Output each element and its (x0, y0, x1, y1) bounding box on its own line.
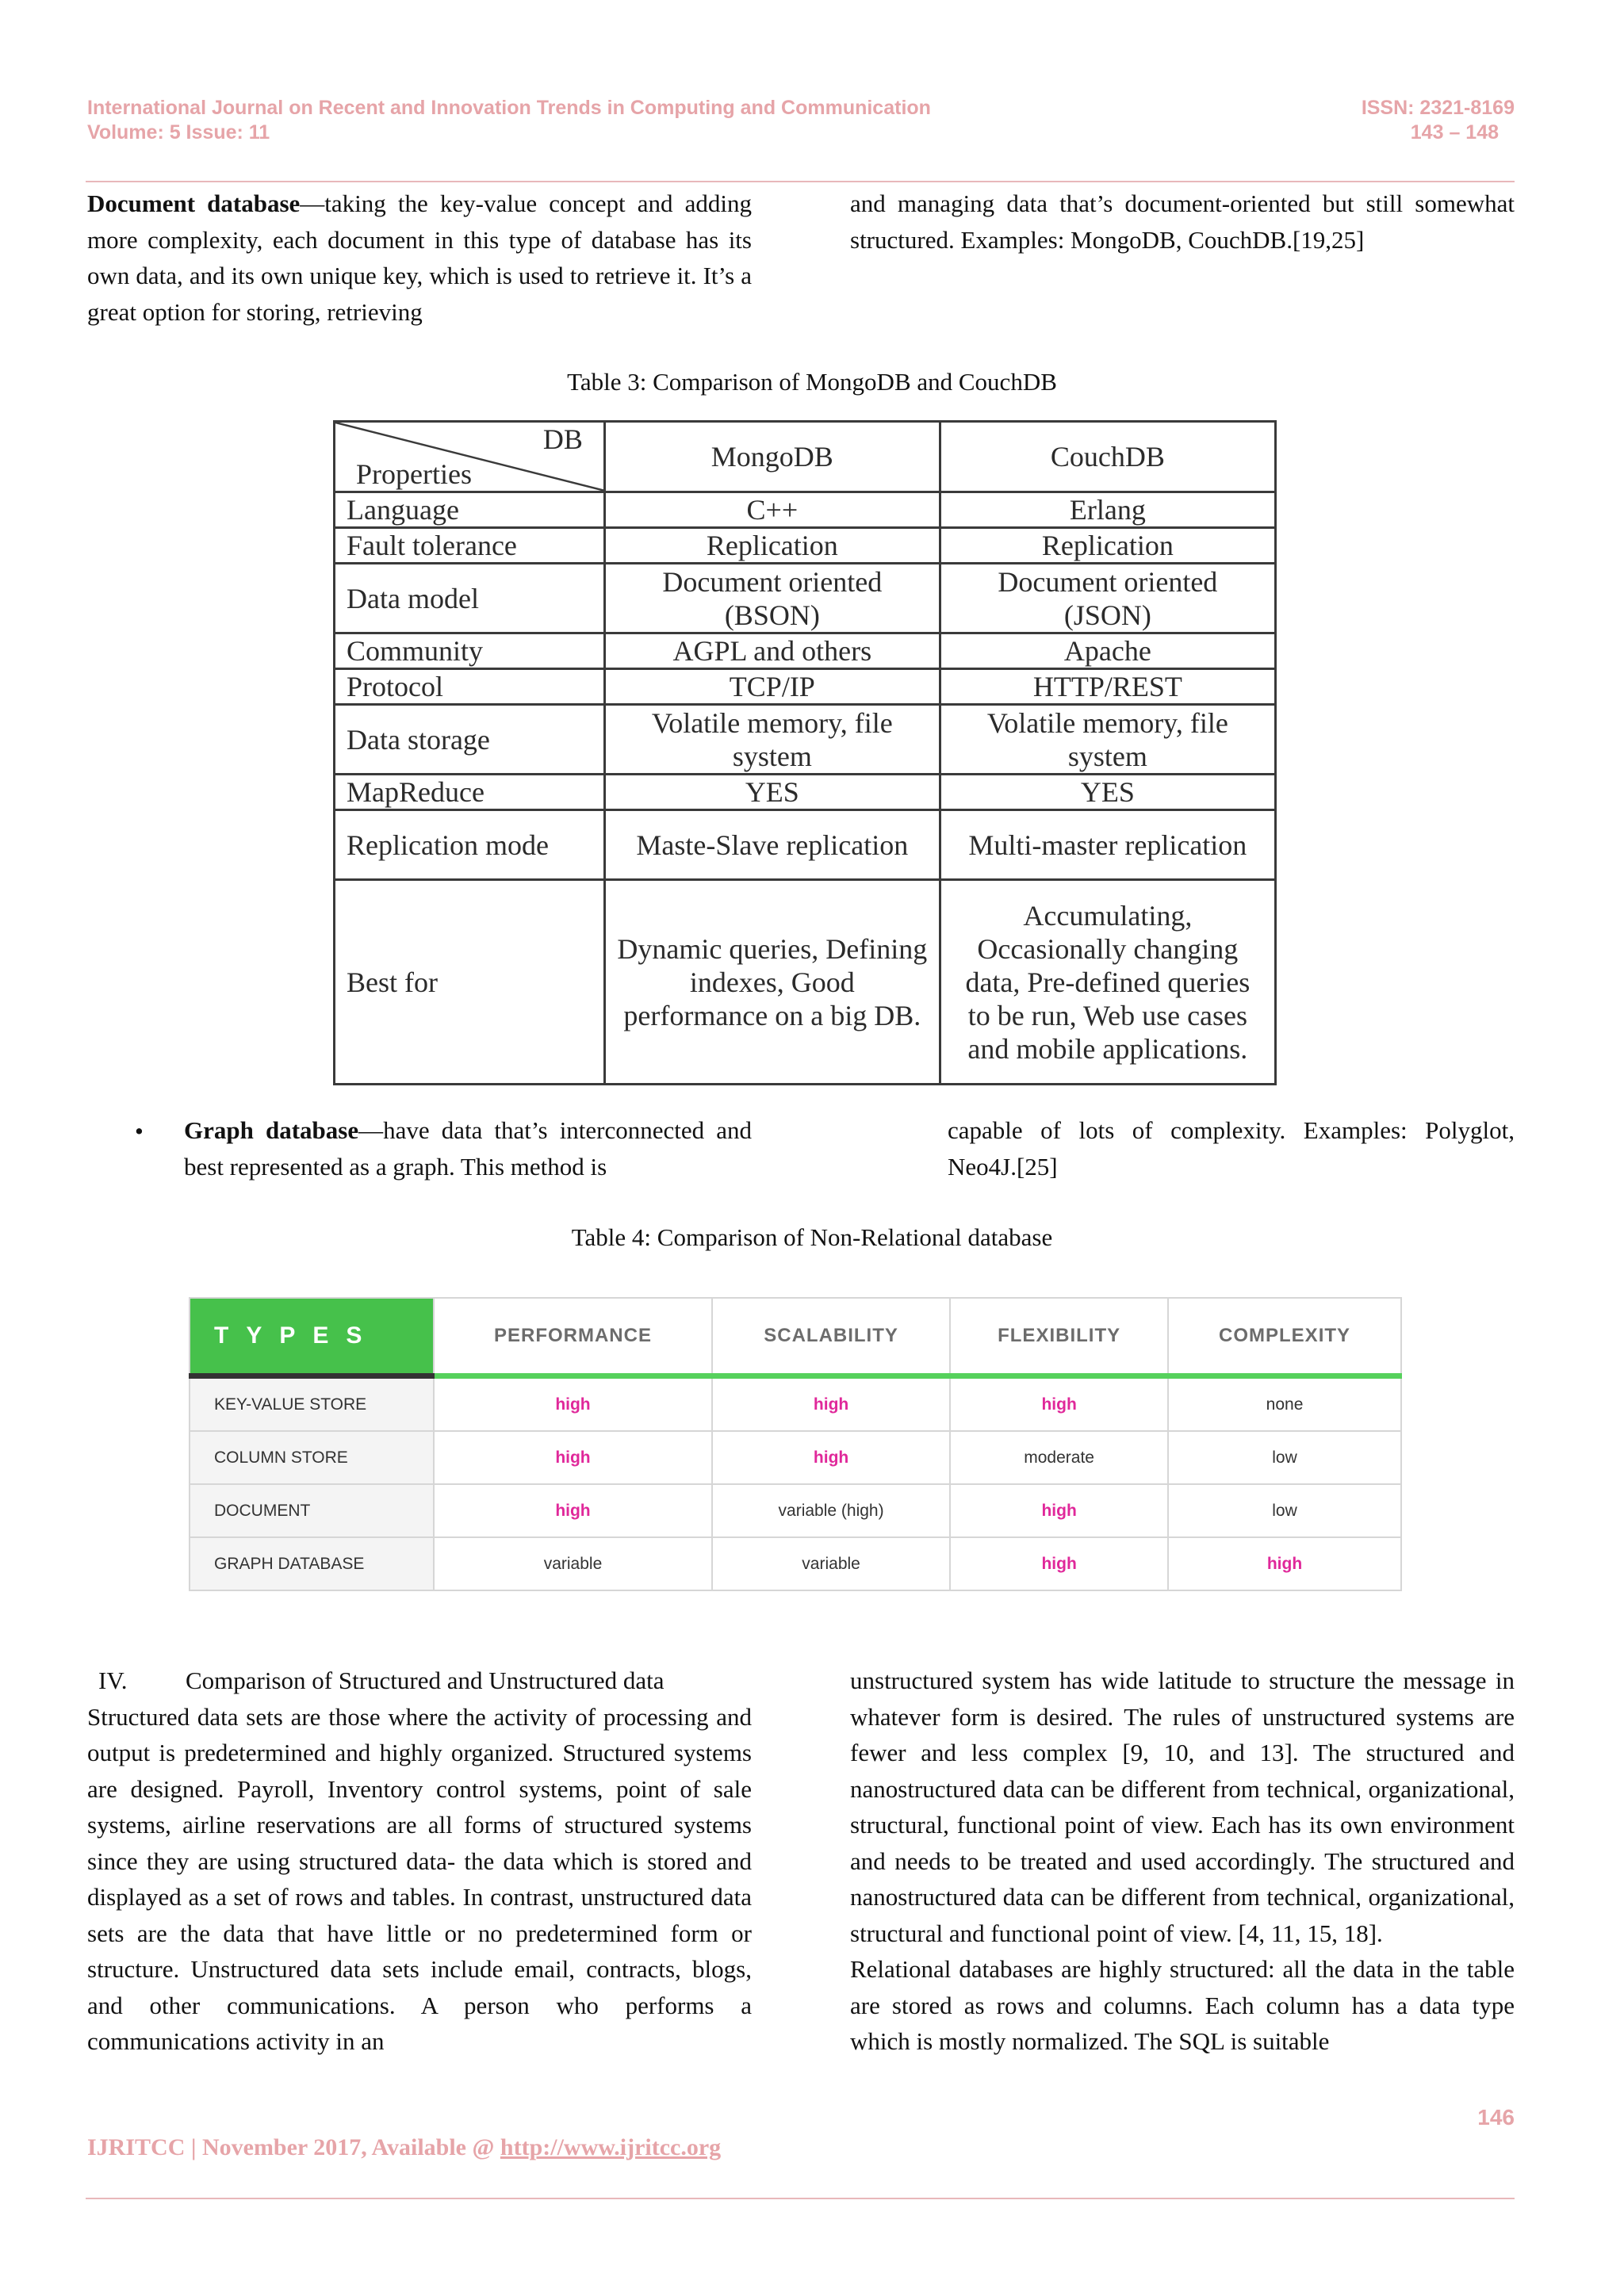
journal-title: International Journal on Recent and Innovation Trends in Computing and Communication (87, 97, 931, 119)
graph-db-text-left: —have data that’s interconnected and best represented as a graph. This method is (184, 1116, 753, 1181)
row-performance: variable (434, 1537, 712, 1590)
page-footer (87, 2134, 721, 2161)
row-property: Best for (335, 880, 605, 1085)
graph-db-text-right: capable of lots of complexity. Examples: Polyglot, Neo4J.[25] (948, 1116, 1515, 1181)
table4-header-types: TYPES (190, 1298, 434, 1376)
corner-properties-label: Properties (356, 458, 472, 490)
row-mongodb-value: YES (604, 775, 940, 810)
section4-left-column (87, 1663, 752, 2060)
table-row (190, 1537, 1401, 1590)
row-type: KEY-VALUE STORE (190, 1376, 434, 1432)
table3-corner-cell (335, 422, 605, 492)
table-row (190, 1484, 1401, 1537)
table-row (190, 1376, 1401, 1432)
table-row (335, 492, 1276, 528)
graph-db-left-column (184, 1112, 752, 1184)
row-performance: high (434, 1484, 712, 1537)
table3-caption: Table 3: Comparison of MongoDB and CouchDB (567, 368, 1057, 396)
doc-db-text-right: and managing data that’s document-oriented but still somewhat structured. Examples: MongoDB, CouchDB.[19,25] (850, 189, 1515, 254)
section4-text-right-2: Relational databases are highly structured: all the data in the table are stored as rows and columns. Each column has a data type which is mostly normalized. The SQL is suitable (850, 1955, 1515, 2055)
row-property: Fault tolerance (335, 528, 605, 564)
table-row (335, 633, 1276, 669)
row-mongodb-value: TCP/IP (604, 669, 940, 705)
row-mongodb-value: Maste-Slave replication (604, 810, 940, 880)
table-row (335, 669, 1276, 705)
row-property: Replication mode (335, 810, 605, 880)
row-flexibility: moderate (950, 1431, 1168, 1484)
row-flexibility: high (950, 1484, 1168, 1537)
row-couchdb-value: Multi-master replication (940, 810, 1275, 880)
row-type: GRAPH DATABASE (190, 1537, 434, 1590)
doc-db-text-left: —taking the key-value concept and adding more complexity, each document in this type of database has its own data, and its own unique key, which is used to retrieve it. It’s a great option for storing, retrieving (87, 189, 753, 326)
table-row (335, 564, 1276, 633)
row-scalability: variable (high) (712, 1484, 950, 1537)
section4-text-left: Structured data sets are those where the activity of processing and output is predetermined and highly organized. Structured systems are designed. Payroll, Inventory control systems, point of sale systems, airline reservations are all forms of structured systems since they are using structured data- the data which is stored and displayed as a set of rows and tables. In contrast, unstructured data sets are the data that have little or no predetermined form or structure. Unstructured data sets include email, contracts, blogs, and other communications. A person who performs a communications activity in an (87, 1702, 752, 2055)
row-property: Data storage (335, 705, 605, 775)
graph-db-right-column (948, 1112, 1515, 1184)
page-number: 146 (1477, 2105, 1515, 2130)
row-property: Community (335, 633, 605, 669)
table4-caption: Table 4: Comparison of Non-Relational database (571, 1223, 1053, 1251)
corner-db-label: DB (542, 423, 583, 455)
row-flexibility: high (950, 1537, 1168, 1590)
table-row (335, 528, 1276, 564)
row-complexity: low (1168, 1431, 1401, 1484)
row-couchdb-value: Accumulating, Occasionally changing data, Pre-defined queries to be run, Web use cases and mobile applications. (940, 880, 1275, 1085)
table-row (335, 775, 1276, 810)
doc-db-left-column (87, 186, 752, 330)
section4-number: IV. (98, 1667, 128, 1694)
row-type: DOCUMENT (190, 1484, 434, 1537)
row-complexity: low (1168, 1484, 1401, 1537)
section4-text-right-1: unstructured system has wide latitude to structure the message in whatever form is desired. The rules of unstructured systems are fewer and less complex [9, 10, and 13]. The structured and nanostructured data can be different from technical, organizational, structural, functional point of view. Each has its own environment and needs to be treated and used accordingly. The structured and nanostructured data can be different from technical, organizational, structural and functional point of view. [4, 11, 15, 18]. (850, 1667, 1515, 1947)
row-type: COLUMN STORE (190, 1431, 434, 1484)
table4-nonrelational (189, 1297, 1402, 1591)
row-performance: high (434, 1431, 712, 1484)
header-divider (86, 181, 1515, 182)
row-flexibility: high (950, 1376, 1168, 1432)
doc-db-term: Document database (87, 189, 301, 217)
row-complexity: high (1168, 1537, 1401, 1590)
table4-header-flexibility: FLEXIBILITY (950, 1298, 1168, 1376)
table-row (335, 810, 1276, 880)
row-property: MapReduce (335, 775, 605, 810)
table-row (335, 880, 1276, 1085)
table3-mongodb-couchdb (333, 420, 1277, 1085)
table-row (335, 705, 1276, 775)
row-mongodb-value: AGPL and others (604, 633, 940, 669)
row-property: Language (335, 492, 605, 528)
row-couchdb-value: Replication (940, 528, 1275, 564)
row-mongodb-value: C++ (604, 492, 940, 528)
row-couchdb-value: Document oriented (JSON) (940, 564, 1275, 633)
footer-divider (86, 2198, 1515, 2199)
bullet-marker: • (135, 1117, 144, 1145)
row-property: Data model (335, 564, 605, 633)
row-property: Protocol (335, 669, 605, 705)
section4-heading (87, 1663, 752, 1699)
table4-header-performance: PERFORMANCE (434, 1298, 712, 1376)
row-scalability: high (712, 1376, 950, 1432)
page-range: 143 – 148 (1410, 121, 1499, 144)
footer-text: IJRITCC | November 2017, Available @ (87, 2134, 500, 2160)
row-performance: high (434, 1376, 712, 1432)
row-mongodb-value: Volatile memory, file system (604, 705, 940, 775)
journal-link[interactable]: http://www.ijritcc.org (500, 2134, 722, 2160)
table3-header-mongodb: MongoDB (604, 422, 940, 492)
row-complexity: none (1168, 1376, 1401, 1432)
row-couchdb-value: Erlang (940, 492, 1275, 528)
row-couchdb-value: Apache (940, 633, 1275, 669)
table-row (190, 1431, 1401, 1484)
doc-db-right-column (850, 186, 1515, 258)
table4-header-complexity: COMPLEXITY (1168, 1298, 1401, 1376)
section4-right-column (850, 1663, 1515, 2060)
table4-container (189, 1297, 1402, 1579)
graph-db-term: Graph database (184, 1116, 359, 1144)
volume-issue: Volume: 5 Issue: 11 (87, 121, 270, 144)
issn: ISSN: 2321-8169 (1361, 97, 1515, 119)
row-couchdb-value: YES (940, 775, 1275, 810)
row-couchdb-value: HTTP/REST (940, 669, 1275, 705)
row-mongodb-value: Replication (604, 528, 940, 564)
row-mongodb-value: Document oriented (BSON) (604, 564, 940, 633)
row-mongodb-value: Dynamic queries, Defining indexes, Good performance on a big DB. (604, 880, 940, 1085)
row-scalability: variable (712, 1537, 950, 1590)
page-header (87, 97, 1515, 144)
row-scalability: high (712, 1431, 950, 1484)
table4-header-scalability: SCALABILITY (712, 1298, 950, 1376)
section4-title: Comparison of Structured and Unstructured data (186, 1667, 665, 1694)
row-couchdb-value: Volatile memory, file system (940, 705, 1275, 775)
table3-header-couchdb: CouchDB (940, 422, 1275, 492)
